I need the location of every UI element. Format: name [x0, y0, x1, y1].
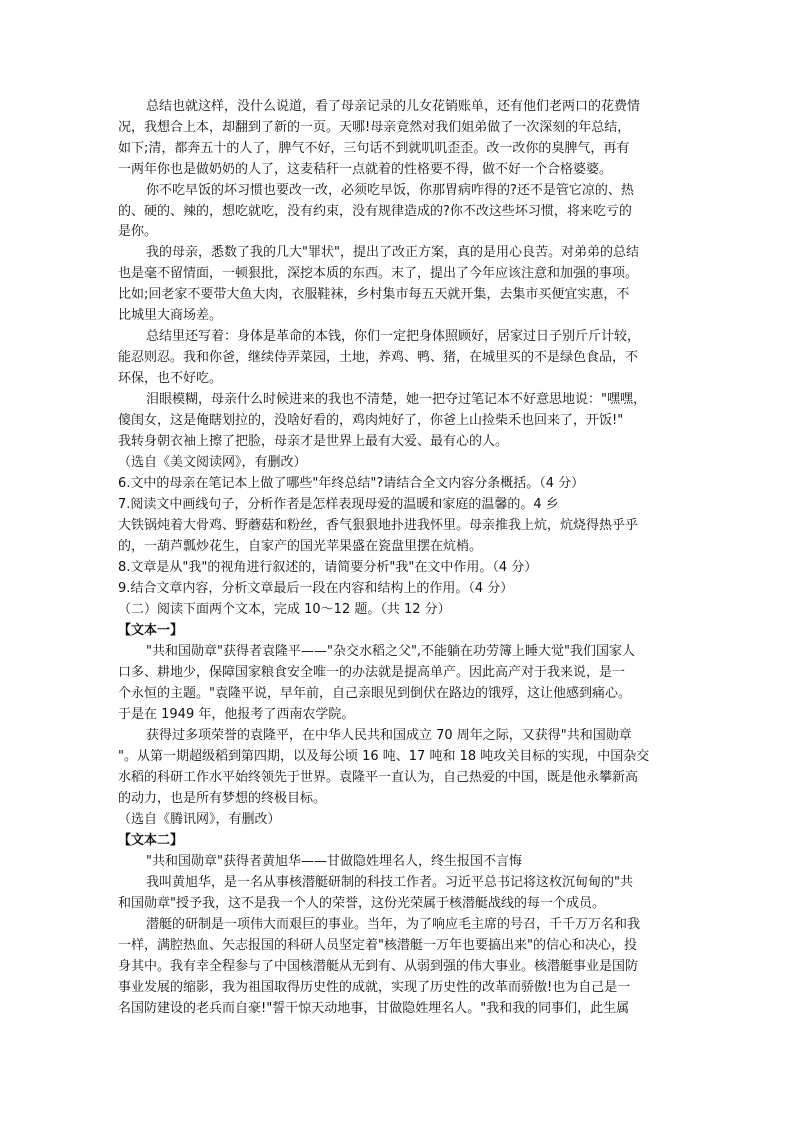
text-line: 我转身朝衣袖上擦了把脸，母亲才是世界上最有大爱、最有心的人。: [118, 434, 509, 449]
source-note: （选自《美文阅读网》，有删改）: [118, 455, 307, 470]
text-line: "。从第一期超级稻到第四期，以及每公顷 16 吨、17 吨和 18 吨攻关目标的实现，中国杂交: [118, 749, 650, 764]
question-7: 7.阅读文中画线句子，分析作者是怎样表现母爱的温暖和家庭的温馨的。4 乡: [118, 497, 559, 512]
text-line: 的，一葫芦瓢炒花生，自家产的国光苹果盛在瓷盘里摆在炕梢。: [118, 539, 483, 554]
text-line: 能忍则忍。我和你爸，继续侍弄菜园，土地，养鸡、鸭、猪，在城里买的不是绿色食品，不: [118, 350, 639, 365]
text-line: 事业发展的缩影，我为祖国取得历史性的成就，实现了历史性的改革而骄傲!也为自己是一: [118, 980, 631, 995]
text-line: 水稻的科研工作水平始终领先于世界。袁隆平一直认为，自己热爱的中国，既是他永攀新高: [118, 770, 639, 785]
text-line: 我的母亲，悉数了我的几大"罪状"，提出了改正方案，真的是用心良苦。对弟弟的总结: [146, 245, 639, 260]
text-line: 泪眼模糊，母亲什么时候进来的我也不清楚，她一把夺过笔记本不好意思地说："嘿嘿，: [146, 392, 646, 407]
text-line: 和国勋章"授予我，这不是我一个人的荣誉，这份光荣属于核潜艇战线的每一个成员。: [118, 896, 605, 911]
text-two-heading: 【文本二】: [118, 833, 184, 848]
text-line: 一样，满腔热血、矢志报国的科研人员坚定着"核潜艇一万年也要搞出来"的信心和决心，投: [118, 938, 637, 953]
text-line: 的、硬的、辣的，想吃就吃，没有约束，没有规律造成的?你不改这些坏习惯，将来吃亏的: [118, 204, 632, 219]
text-line: 获得过多项荣誉的袁隆平，在中华人民共和国成立 70 周年之际，又获得"共和国勋章: [146, 728, 632, 743]
text-line: 大铁锅炖着大骨鸡、野蘑菇和粉丝，香气狠狠地扑进我怀里。母亲推我上炕，炕烧得热乎乎: [118, 518, 639, 533]
text-line: "共和国勋章"获得者袁隆平——"杂交水稻之父",不能躺在功劳簿上睡大觉"我们国家人: [146, 644, 636, 659]
text-line: 傻闺女，这是俺瞎划拉的，没啥好看的，鸡肉炖好了，你爸上山捡柴禾也回来了，开饭!": [118, 413, 624, 428]
text-one-heading: 【文本一】: [118, 623, 184, 638]
text-line: 潜艇的研制是一项伟大而艰巨的事业。当年，为了响应毛主席的号召，千千万万名和我: [146, 917, 641, 932]
text-line: "共和国勋章"获得者黄旭华——甘做隐姓埋名人，终生报国不言悔: [146, 854, 522, 869]
text-line: 总结也就这样，没什么说道，看了母亲记录的儿女花销账单，还有他们老两口的花费情: [146, 99, 641, 114]
text-line: 也是毫不留情面，一顿狠批，深挖本质的东西。末了，提出了今年应该注意和加强的事项。: [118, 266, 639, 281]
text-line: 你不吃早饭的坏习惯也要改一改，必须吃早饭，你那胃病咋得的?还不是管它凉的、热: [146, 183, 634, 198]
text-line: 一两年你也是做奶奶的人了，这麦秸秆一点就着的性格要不得，做不好一个合格婆婆。: [118, 162, 613, 177]
text-line: 口多、耕地少，保障国家粮食安全唯一的办法就是提高单产。因此高产对于我来说，是一: [118, 665, 626, 680]
text-line: 比如;回老家不要带大鱼大肉，衣服鞋袜，乡村集市每五天就开集，去集市买便宜实惠，不: [118, 287, 630, 302]
question-8: 8.文章是从"我"的视角进行叙述的，请简要分析"我"在文中作用。（4 分）: [118, 560, 538, 575]
text-line: 个永恒的主题。"袁隆平说，早年前，自己亲眼见到倒伏在路边的饿殍，这让他感到痛心。: [118, 686, 631, 701]
text-line: 况，我想合上本，却翻到了新的一页。天哪!母亲竟然对我们姐弟做了一次深刻的年总结，: [118, 120, 631, 135]
section-heading: （二）阅读下面两个文本，完成 10～12 题。（共 12 分）: [118, 602, 451, 617]
question-9: 9.结合文章内容，分析文章最后一段在内容和结构上的作用。（4 分）: [118, 581, 514, 596]
question-6: 6.文中的母亲在笔记本上做了哪些"年终总结"?请结合全文内容分条概括。（4 分）: [118, 476, 585, 491]
text-line: 名国防建设的老兵而自豪!"誓干惊天动地事，甘做隐姓埋名人。"我和我的同事们，此生属: [118, 1001, 630, 1016]
text-line: 比城里大商场差。: [118, 308, 223, 323]
text-line: 我叫黄旭华，是一名从事核潜艇研制的科技工作者。习近平总书记将这枚沉甸甸的"共: [146, 875, 633, 890]
text-line: 是你。: [118, 224, 158, 239]
text-line: 总结里还写着：身体是革命的本钱，你们一定把身体照顾好，居家过日子别斤斤计较，: [146, 329, 641, 344]
text-line: 环保，也不好吃。: [118, 371, 223, 386]
text-line: 的动力，也是所有梦想的终极目标。: [118, 791, 327, 806]
text-line: 身其中。我有幸全程参与了中国核潜艇从无到有、从弱到强的伟大事业。核潜艇事业是国防: [118, 959, 639, 974]
text-line: 于是在 1949 年，他报考了西南农学院。: [118, 707, 355, 722]
source-note: （选自《腾讯网》，有删改）: [118, 812, 281, 827]
text-line: 如下;清，都奔五十的人了，脾气不好，三句话不到就叽叽歪歪。改一改你的臭脾气，再有: [118, 141, 630, 156]
